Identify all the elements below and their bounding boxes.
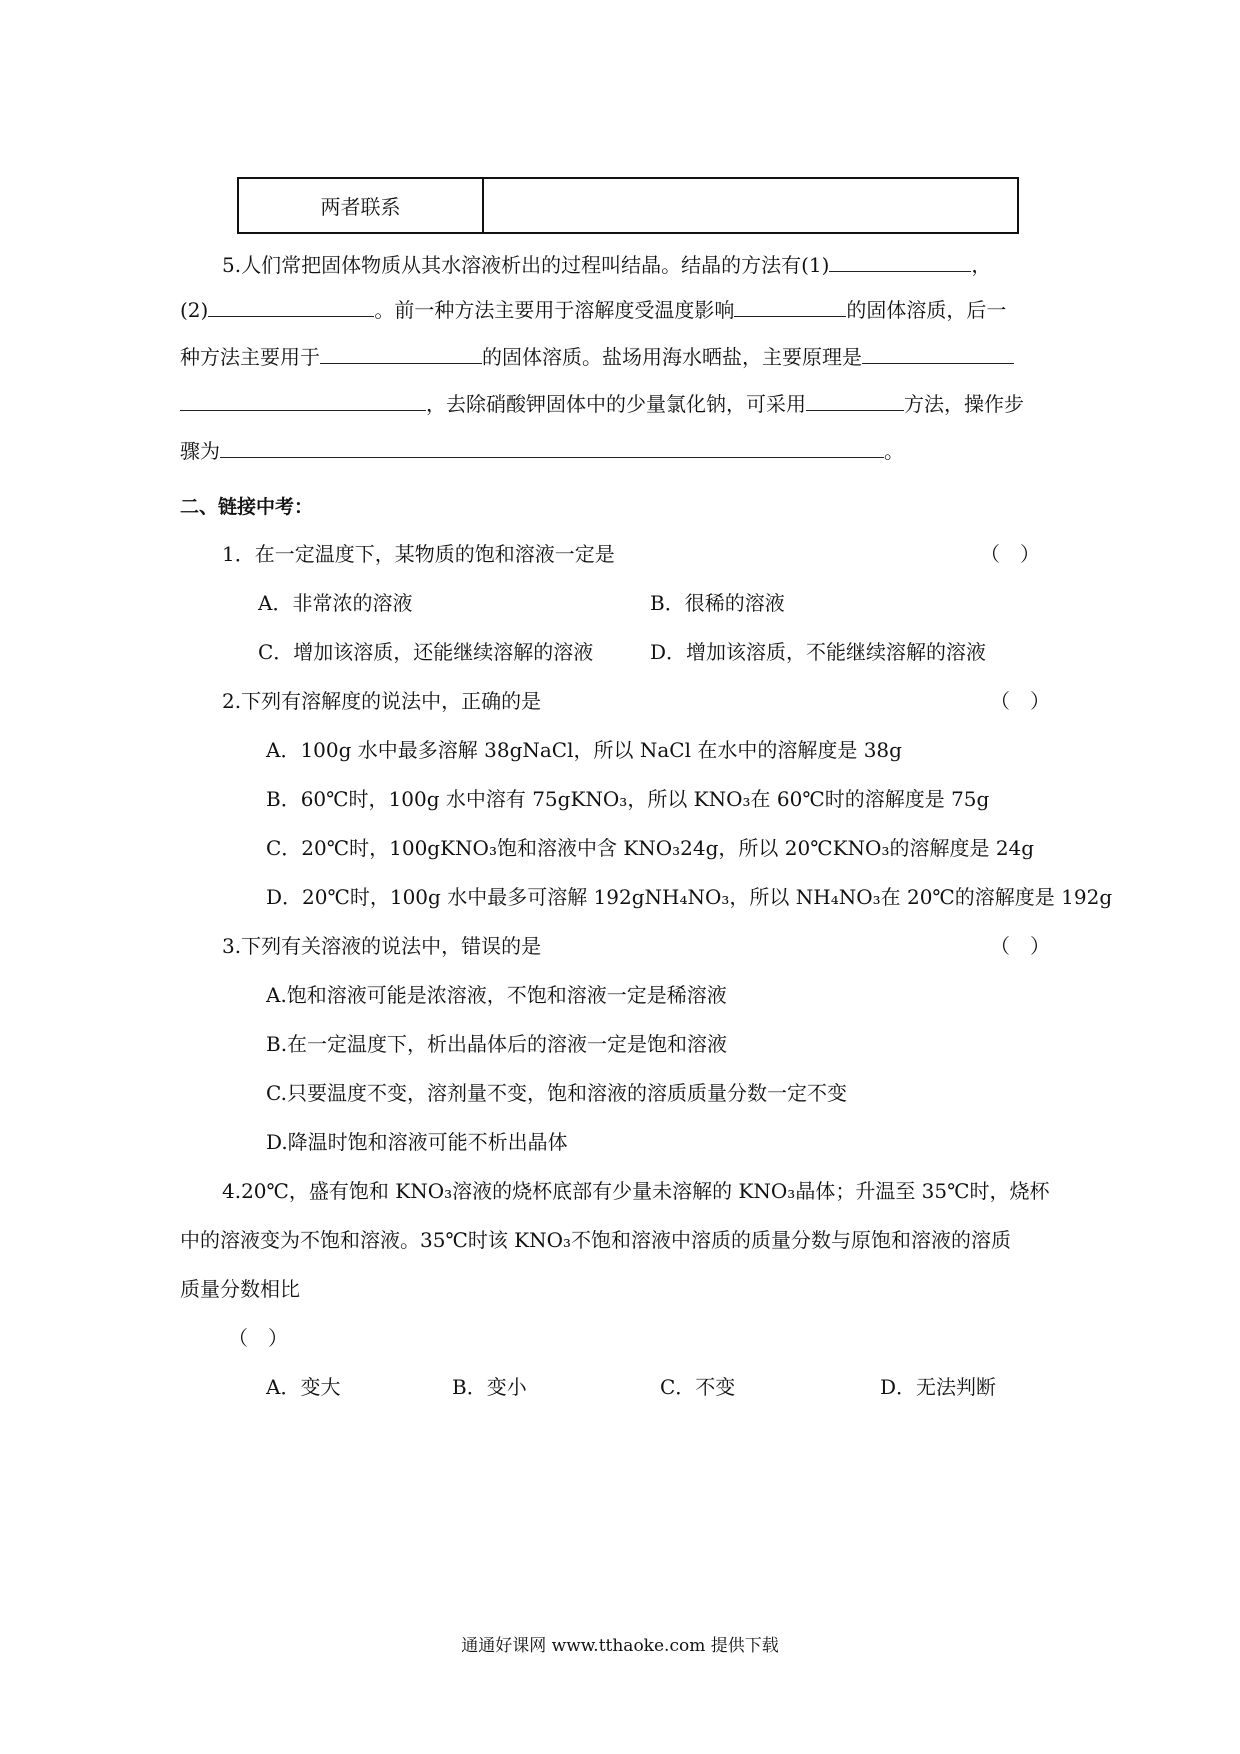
option: A.饱和溶液可能是浓溶液，不饱和溶液一定是稀溶液 <box>266 983 727 1007</box>
answer-paren[interactable]: （ ） <box>990 689 1050 713</box>
question-1-stem: 1．在一定温度下，某物质的饱和溶液一定是 <box>222 542 615 566</box>
q5-line-3 <box>180 343 1014 370</box>
question-3-stem: 3.下列有关溶液的说法中，错误的是 <box>222 934 542 958</box>
option: D．无法判断 <box>880 1375 997 1399</box>
answer-blank[interactable] <box>320 343 482 364</box>
option: D．增加该溶质，不能继续溶解的溶液 <box>650 640 987 664</box>
q5-text: 的固体溶质。盐场用海水晒盐，主要原理是 <box>482 345 862 369</box>
q5-line-2 <box>180 296 1006 323</box>
option: B．变小 <box>452 1375 527 1399</box>
answer-blank[interactable] <box>208 296 374 317</box>
option: C．增加该溶质，还能继续溶解的溶液 <box>258 640 594 664</box>
answer-paren[interactable]: （ ） <box>990 934 1050 958</box>
question-2-stem: 2.下列有溶解度的说法中，正确的是 <box>222 689 542 713</box>
table-row <box>238 178 1018 233</box>
option: A．变大 <box>266 1375 341 1399</box>
answer-blank[interactable] <box>862 343 1014 364</box>
answer-paren[interactable]: （ ） <box>980 542 1040 566</box>
answer-blank[interactable] <box>220 437 884 458</box>
q5-line-5 <box>180 437 904 464</box>
q5-text: 5.人们常把固体物质从其水溶液析出的过程叫结晶。结晶的方法有(1) <box>222 253 830 277</box>
table-row-label: 两者联系 <box>238 178 483 233</box>
answer-blank[interactable] <box>734 296 846 317</box>
answer-blank[interactable] <box>806 390 904 411</box>
option: B.在一定温度下，析出晶体后的溶液一定是饱和溶液 <box>266 1032 728 1056</box>
option: A．100g 水中最多溶解 38gNaCl，所以 NaCl 在水中的溶解度是 38g <box>266 738 902 762</box>
table-row-value <box>483 178 1018 233</box>
answer-paren[interactable]: （ ） <box>228 1326 288 1350</box>
question-4-stem-line: 中的溶液变为不饱和溶液。35℃时该 KNO₃不饱和溶液中溶质的质量分数与原饱和溶液的溶质 <box>180 1228 1012 1252</box>
option: C．不变 <box>660 1375 736 1399</box>
option: A．非常浓的溶液 <box>258 591 413 615</box>
q5-line-4 <box>180 390 1024 417</box>
option: B．60℃时，100g 水中溶有 75gKNO₃，所以 KNO₃在 60℃时的溶解度是 75g <box>266 787 990 811</box>
q5-text: ，去除硝酸钾固体中的少量氯化钠，可采用 <box>426 392 806 416</box>
q5-text: 骤为 <box>180 439 220 463</box>
page-footer: 通通好课网 www.tthaoke.com 提供下载 <box>461 1636 779 1656</box>
q5-text: 。 <box>884 439 904 463</box>
q5-text: 方法，操作步 <box>904 392 1024 416</box>
answer-blank[interactable] <box>829 251 971 272</box>
option: D．20℃时，100g 水中最多可溶解 192gNH₄NO₃，所以 NH₄NO₃在 20℃的溶解度是 192g <box>266 885 1113 909</box>
q5-text: 的固体溶质，后一 <box>846 298 1007 322</box>
q5-text: ， <box>971 253 992 277</box>
section-heading: 二、链接中考： <box>180 496 314 518</box>
option: C.只要温度不变，溶剂量不变，饱和溶液的溶质质量分数一定不变 <box>266 1081 847 1105</box>
option: C．20℃时，100gKNO₃饱和溶液中含 KNO₃24g，所以 20℃KNO₃的溶解度是 24g <box>266 836 1035 860</box>
option: D.降温时饱和溶液可能不析出晶体 <box>266 1130 568 1154</box>
answer-blank[interactable] <box>180 390 426 411</box>
relation-table <box>237 177 1019 234</box>
question-4-stem-line: 质量分数相比 <box>180 1277 300 1301</box>
q5-text: 种方法主要用于 <box>180 345 320 369</box>
q5-text: (2) <box>180 298 209 322</box>
q5-line-1 <box>222 251 991 278</box>
q5-text: 。前一种方法主要用于溶解度受温度影响 <box>374 298 735 322</box>
question-4-stem-line: 4.20℃，盛有饱和 KNO₃溶液的烧杯底部有少量未溶解的 KNO₃晶体；升温至 35℃时，烧杯 <box>222 1179 1050 1203</box>
option: B．很稀的溶液 <box>650 591 785 615</box>
